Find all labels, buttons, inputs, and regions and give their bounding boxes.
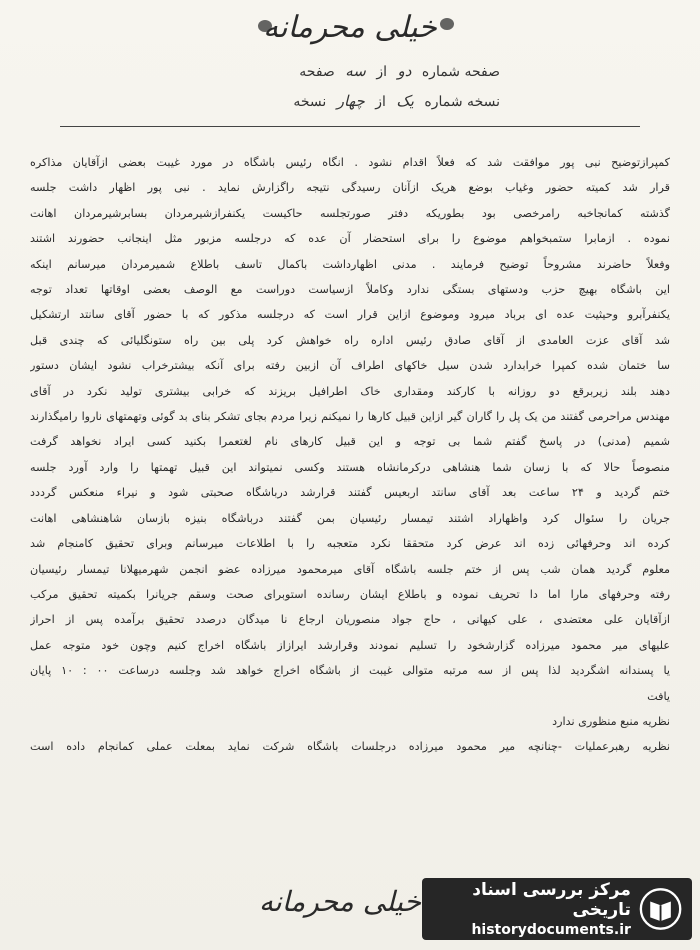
logo-text-block — [422, 880, 631, 938]
page-number-label: صفحه شماره — [421, 64, 500, 80]
copy-of-label: از — [375, 94, 386, 110]
page-of-label: از — [376, 64, 387, 80]
body-line: ختم گردید و ۲۴ ساعت بعد آقای سانتد اربعیس گفتند قرارشد درباشگاه صحبتی شود و نیراء منعکس گرددد — [30, 486, 670, 500]
copy-number-line — [293, 92, 500, 110]
body-line: دهند بلند زیربرقع دو روزانه با کارکند ومقداری خاک اطرافیل بریزند که خرابی بیشتری تولید نکرد در آقای — [30, 384, 670, 398]
book-icon — [639, 886, 682, 932]
page-number-value: دو — [397, 62, 412, 80]
page-number-line — [299, 62, 500, 80]
operations-opinion-line: نظریه رهبرعملیات -چنانچه میر محمود میرزاده درجلسات باشگاه شرکت نماید بمعلت عملی کمانجام داده است — [30, 740, 670, 754]
report-body — [30, 150, 670, 760]
body-line: نموده . ازمابرا ستمبخواهم موضوع را برای استحضار آن عده که درجلسه مزبور مثل اینجانب حضورند اشتند — [30, 232, 670, 246]
copy-total-value: چهار — [336, 92, 365, 110]
body-line: مهندس مراحرمی گفتند من یک پل را گاران گیر ازاین قبیل کارها را نمیکنم زیرا مردم بجای تشکر بنای بد گوئی وتهمتهای ناروا رامیگذارند — [30, 410, 670, 424]
body-line: یا پسندانه اشگردید لذا پس از سه مرتبه متوالی غیبت از باشگاه اخراج خواهد شد وجلسه درساعت ۰۰ : ۱۰ پایان — [30, 664, 670, 678]
body-line: معلوم گردید همان شب پس از ختم جلسه باشگاه آقای میرمحمود میرزاده عضو انجمن شهرمیهلانا تیمسار رئیسیان — [30, 562, 670, 576]
body-line: کرده اند وحرفهائی زده اند عرض کرد متحققا نکرد متعجبه را با اطلاعات میرسانم وبرای تحقیق کامنجام شد — [30, 537, 670, 551]
body-line: جریان را سئوال کرد واظهاراد اشتند تیمسار رئیسیان بمن گفتند درباشگاه بنیزه بازسان شاهنشاهی اهانت — [30, 511, 670, 525]
copy-number-label: نسخه شماره — [424, 94, 500, 110]
header-divider — [60, 126, 640, 127]
page-total-value: سه — [345, 62, 366, 80]
body-line: سا ختمان شده کمپرا خرابدارد شدن سیل خاکهای اطراف آن ازبین رفته برای آنکه بیشترخراب نشود ایشان دستور — [30, 359, 670, 373]
body-line: علیهای میر محمود میرزاده گزارشخود را تسلیم نمودند وقرارشد ایرازاز باشگاه اخراج کنیم وچون خود متوجه عمل — [30, 638, 670, 652]
body-line: رفته وحرفهای مارا اما دا تحریف نموده و باطلاع ایشان رسانده استوبرای صحت وسقم جریانرا بکمیته تحقیق مرکب — [30, 587, 670, 601]
classification-footer: خیلی محرمانه — [258, 885, 422, 918]
body-line: این باشگاه بهیچ حزب ودستهای بستگی ندارد وکاملاً ازسیاست دوراست مع الوصف بعضی اوقاتها تعداد توجه — [30, 283, 670, 297]
body-line: شمیم (مدنی) در پاسخ گفتم شما بی توجه و این قبیل کارهای نام لغتعمرا بکنید کسی ایراد نخواهد گرفت — [30, 435, 670, 449]
source-opinion-line: نظریه منبع منظوری ندارد — [552, 714, 670, 728]
copy-unit: نسخه — [293, 94, 327, 110]
body-line: شد آقای عزت العامدی از آقای صادق رئیس اداره راه خواهش کرد پلی بین راه ستونگلیائی که چندی قبل — [30, 333, 670, 347]
body-line: گذشته کمانجاخبه رامرخصی بود بطوریکه دفتر صورتجلسه حاکیست یکنفرازشیرمردان بسابرشیرمردان اهانت — [30, 206, 670, 220]
logo-name: مرکز بررسی اسناد تاریخی — [472, 880, 631, 920]
copy-number-value: یک — [396, 92, 414, 110]
body-line: منصوصاً حالا که با زسان شما هنشاهی درکرمانشاه هستند وکسی نمیتواند این قبیل تهمتها را وارد آورد جلسه — [30, 460, 670, 474]
classification-header: خیلی محرمانه — [263, 10, 437, 45]
archive-logo — [422, 878, 692, 940]
logo-url: historydocuments.ir — [471, 922, 631, 938]
body-line: وفعلاً حاضرند مشروحاً توضیح فرمایند . مدنی اظهارداشت باکمال تاسف باطلاع شمیرمردان میرسانم اینکه — [30, 257, 670, 271]
body-line: کمپرازتوضیح نبی پور موافقت شد که فعلاً اقدام نشود . انگاه رئیس باشگاه در مورد غیبت بعضی ازآقایان مذاکره — [30, 156, 670, 169]
page-unit: صفحه — [299, 64, 335, 80]
body-line: قرار شد کمیته حضور وغیاب بوضع هریک ازآنان رسیدگی نتیجه راگزارش نماید . نبی پور اظهار داشت جلسه — [30, 181, 670, 195]
body-line: ازآقایان علی معتضدی ، علی کیهانی ، حاج جواد منصوریان ارجاع نا میدگان درصدد تحقیق برآمده پس از احراز — [30, 613, 670, 627]
body-line: یافت — [647, 689, 670, 703]
body-line: یکنفرآبرو وحیثیت عده ای برباد میرود وموضوع ازاین قرار است که درجلسه مذکور که با حضور آقای سانتد ارتشکیل — [30, 308, 670, 322]
